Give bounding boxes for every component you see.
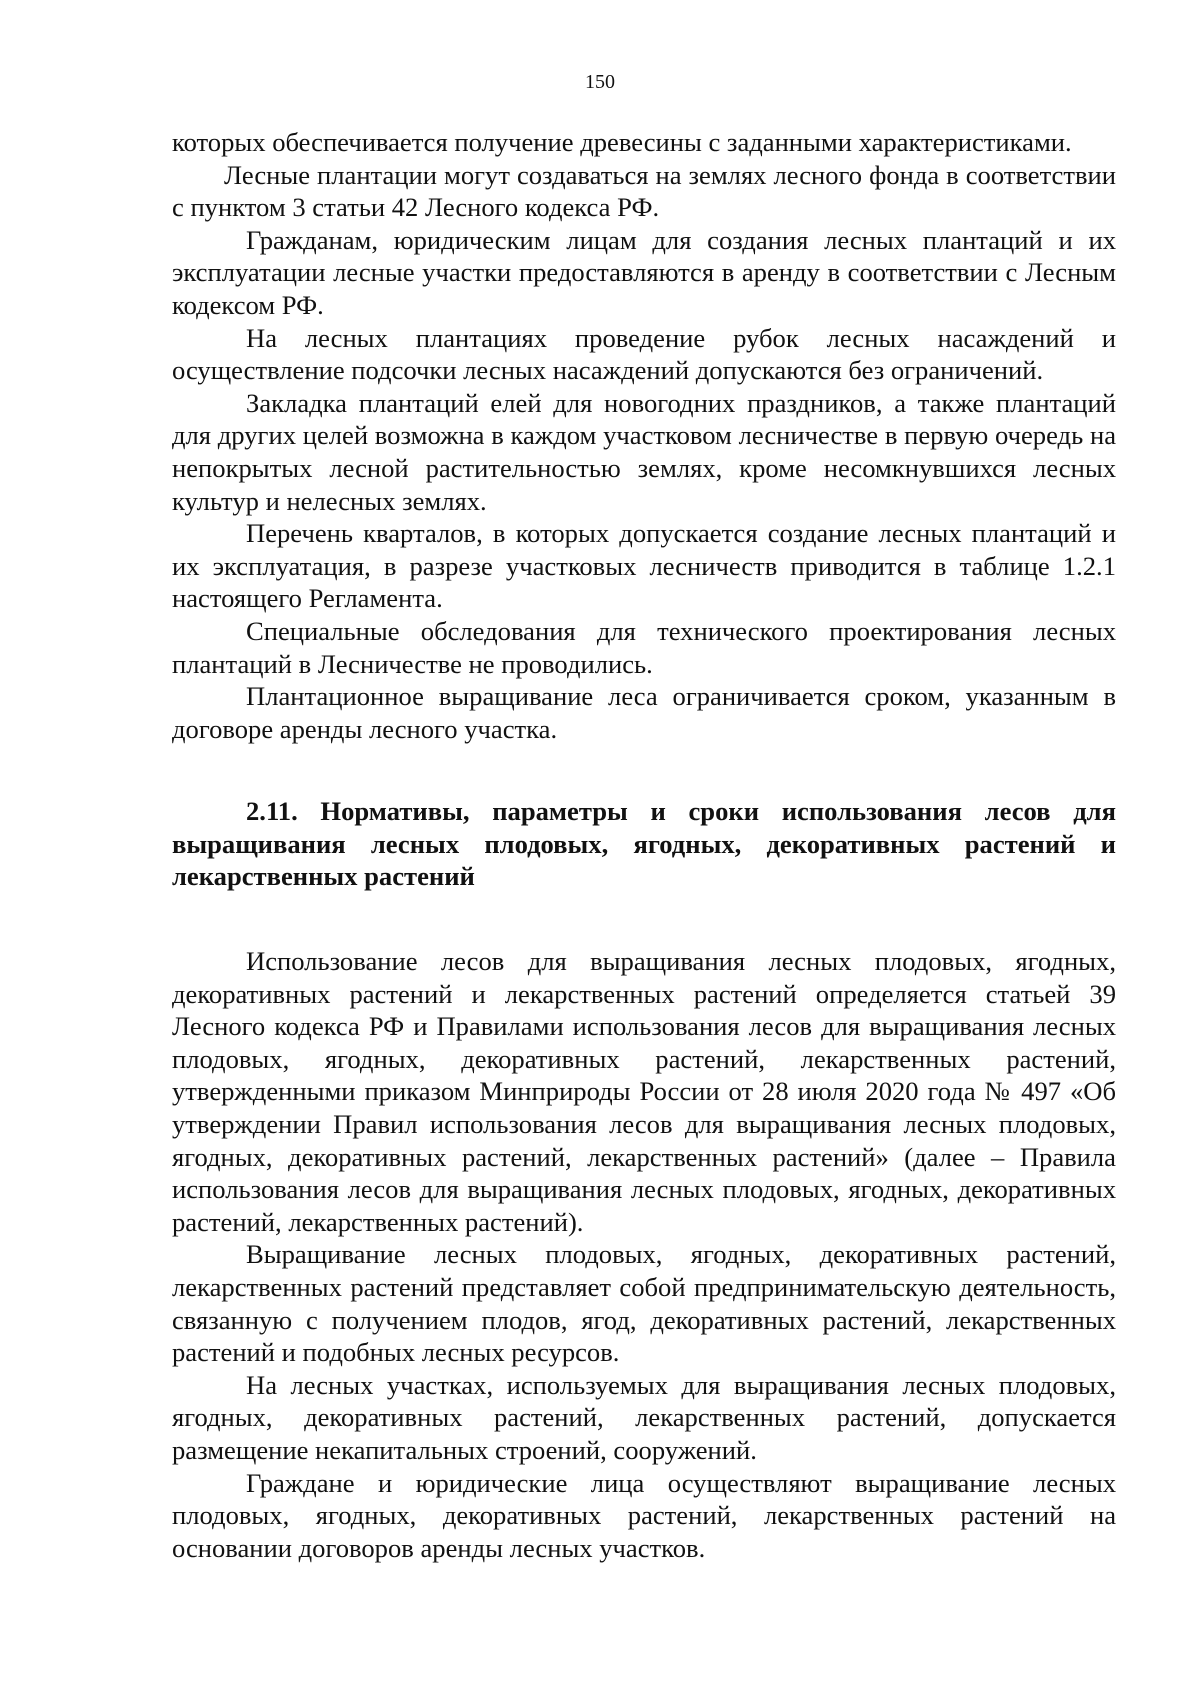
- paragraph: На лесных плантациях проведение рубок лесных насаждений и осуществление подсочки лесных насаждений допускаются без ограничений.: [172, 322, 1116, 386]
- paragraph: Граждане и юридические лица осуществляют выращивание лесных плодовых, ягодных, декоративных растений, лекарственных растений на основании договоров аренды лесных участков.: [172, 1467, 1116, 1563]
- section-heading: 2.11. Нормативы, параметры и сроки использования лесов для выращивания лесных плодовых, ягодных, декоративных растений и лекарственных растений: [172, 796, 1116, 892]
- paragraph: На лесных участках, используемых для выращивания лесных плодовых, ягодных, декоративных растений, лекарственных растений, допускается размещение некапитальных строений, сооружений.: [172, 1369, 1116, 1465]
- paragraph: Использование лесов для выращивания лесных плодовых, ягодных, декоративных растений и лекарственных растений определяется статьей 39 Лесного кодекса РФ и Правилами использования лесов для выращивания лесных плодовых, ягодных, декоративных растений, лекарственных растений, утвержденными приказом Минприроды России от 28 июля 2020 года № 497 «Об утверждении Правил использования лесов для выращивания лесных плодовых, ягодных, декоративных растений, лекарственных растений» (далее – Правила использования лесов для выращивания лесных плодовых, ягодных, декоративных растений, лекарственных растений).: [172, 946, 1116, 1237]
- paragraph: Плантационное выращивание леса ограничивается сроком, указанным в договоре аренды лесного участка.: [172, 681, 1116, 744]
- document-body: [172, 126, 1116, 1564]
- paragraph: Перечень кварталов, в которых допускается создание лесных плантаций и их эксплуатация, в разрезе участковых лесничеств приводится в таблице 1.2.1 настоящего Регламента.: [172, 518, 1116, 614]
- paragraph: Специальные обследования для технического проектирования лесных плантаций в Лесничестве не проводились.: [172, 615, 1116, 679]
- paragraph-continuation: которых обеспечивается получение древесины с заданными характеристиками.: [172, 127, 1072, 157]
- paragraph: Выращивание лесных плодовых, ягодных, декоративных растений, лекарственных растений представляет собой предпринимательскую деятельность, связанную с получением плодов, ягод, декоративных растений, лекарственных растений и подобных лесных ресурсов.: [172, 1239, 1116, 1368]
- page-number: 150: [585, 71, 615, 93]
- paragraph: Лесные плантации могут создаваться на землях лесного фонда в соответствии с пунктом 3 статьи 42 Лесного кодекса РФ.: [172, 159, 1116, 223]
- paragraph: Закладка плантаций елей для новогодних праздников, а также плантаций для других целей возможна в каждом участковом лесничестве в первую очередь на непокрытых лесной растительностью землях, кроме несомкнувшихся лесных культур и нелесных землях.: [172, 387, 1116, 516]
- paragraph: Гражданам, юридическим лицам для создания лесных плантаций и их эксплуатации лесные участки предоставляются в аренду в соответствии с Лесным кодексом РФ.: [172, 224, 1116, 320]
